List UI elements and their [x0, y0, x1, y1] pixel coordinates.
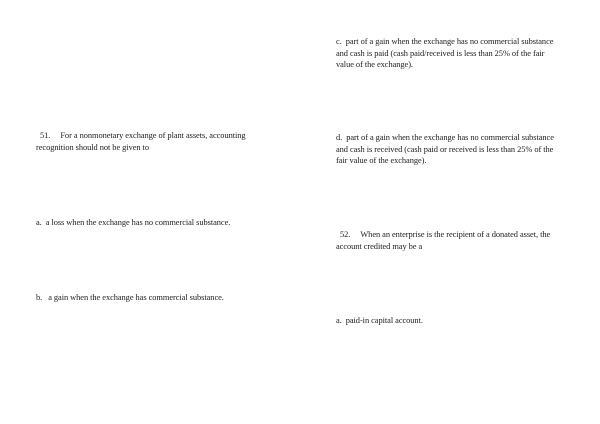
- question-number: 51.: [40, 131, 51, 140]
- option-text: part of a gain when the exchange has no commercial substance and cash is received (cash paid or received is less than 25% of the fair value of the exchange).: [336, 133, 554, 166]
- option-letter: c.: [336, 37, 342, 46]
- question-51-option-b: [36, 292, 286, 304]
- option-text: part of a gain when the exchange has no commercial substance and cash is paid (cash paid/received is less than 25% of the fair value of the exchange).: [336, 37, 554, 70]
- option-letter: a.: [36, 218, 42, 227]
- question-51-option-a: [36, 217, 286, 229]
- option-text: a loss when the exchange has no commercial substance.: [45, 218, 231, 227]
- option-letter: b.: [36, 293, 43, 302]
- question-text: For a nonmonetary exchange of plant assets, accounting recognition should not be given to: [36, 131, 246, 152]
- question-text: When an enterprise is the recipient of a donated asset, the account credited may be a: [336, 230, 551, 251]
- question-52-option-a: [336, 315, 558, 327]
- option-letter: d.: [336, 133, 343, 142]
- question-52: [336, 229, 564, 252]
- question-51: [36, 130, 276, 153]
- option-text: a gain when the exchange has commercial substance.: [48, 293, 224, 302]
- question-51-option-d: [336, 132, 558, 167]
- option-text: paid-in capital account.: [345, 316, 423, 325]
- question-number: 52.: [340, 230, 351, 239]
- option-letter: a.: [336, 316, 342, 325]
- question-51-option-c: [336, 36, 558, 71]
